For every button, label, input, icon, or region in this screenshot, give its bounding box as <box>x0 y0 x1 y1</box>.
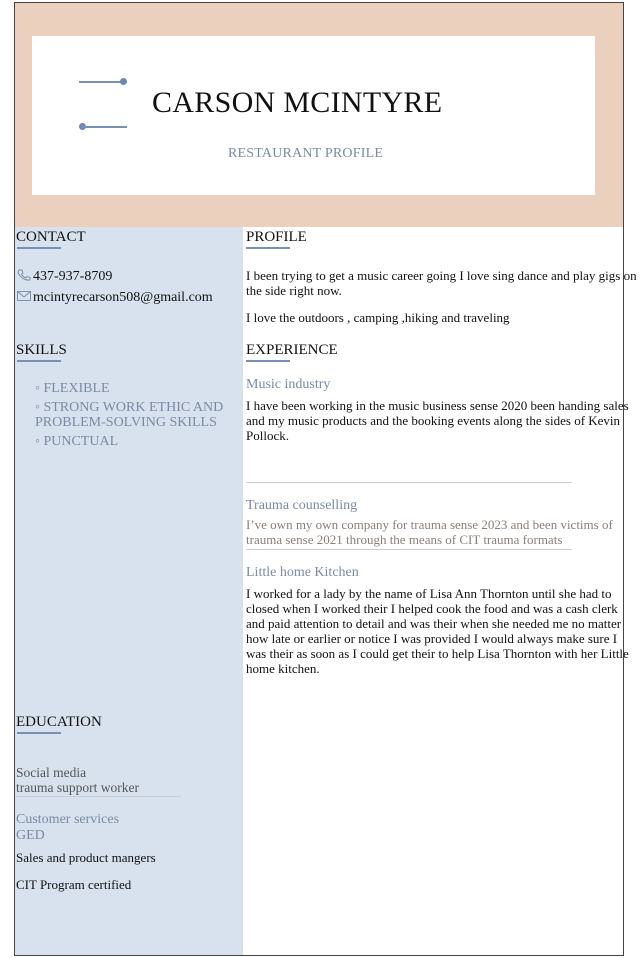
job-description: closed when I worked their I helped cook the food and was a cash clerk <box>246 601 618 616</box>
education-line: trauma support worker <box>16 780 139 795</box>
decor-line-bottom <box>82 126 127 128</box>
profile-underline <box>246 247 290 249</box>
person-name: CARSON MCINTYRE <box>152 86 443 119</box>
phone-row <box>17 269 112 284</box>
job-divider <box>246 482 572 483</box>
skill-item: PROBLEM-SOLVING SKILLS <box>35 415 217 430</box>
education-line: Social media <box>16 765 87 780</box>
contact-underline <box>17 247 61 249</box>
job-description: Pollock. <box>246 428 289 443</box>
skill-item: ◦ STRONG WORK ETHIC AND <box>35 400 224 415</box>
envelope-icon <box>17 290 31 302</box>
email-address[interactable]: mcintyrecarson508@gmail.com <box>33 290 213 305</box>
sidebar <box>15 227 243 955</box>
job-description: and paid attention to detail and was their when she needed me no matter <box>246 616 622 631</box>
header-band <box>15 3 623 227</box>
skill-item: ◦ PUNCTUAL <box>35 434 119 449</box>
job-description: home kitchen. <box>246 661 320 676</box>
decor-dot-top <box>120 78 127 85</box>
job-title: Music industry <box>246 377 331 392</box>
education-line: Customer services <box>16 812 120 827</box>
decor-line-top <box>79 81 121 83</box>
education-line: CIT Program certified <box>16 877 132 892</box>
skill-item: ◦ FLEXIBLE <box>35 381 110 396</box>
experience-underline <box>246 360 290 362</box>
contact-heading: CONTACT <box>16 229 86 245</box>
experience-heading: EXPERIENCE <box>246 342 338 358</box>
job-description: I’ve own my own company for trauma sense 2023 and been victims of <box>246 517 613 532</box>
job-description: how late or earlier or notice I was provided I would always make sure I <box>246 631 618 646</box>
job-description: I worked for a lady by the name of Lisa Ann Thornton until she had to <box>246 586 612 601</box>
education-underline <box>17 732 61 734</box>
job-title: Little home Kitchen <box>246 565 359 580</box>
job-divider <box>246 549 572 550</box>
education-line: Sales and product mangers <box>16 850 156 865</box>
resume-page <box>14 2 637 956</box>
skills-heading: SKILLS <box>16 342 67 358</box>
profile-text: I been trying to get a music career going I love sing dance and play gigs on <box>246 268 637 283</box>
email-row <box>17 290 213 305</box>
job-description: I have been working in the music business sense 2020 been handing sales <box>246 398 629 413</box>
job-description: was their as soon as I could get their to help Lisa Thornton with her Little <box>246 646 629 661</box>
education-heading: EDUCATION <box>16 714 102 730</box>
skills-underline <box>17 360 61 362</box>
profile-text: I love the outdoors , camping ,hiking and traveling <box>246 310 510 325</box>
job-description: trauma sense 2021 through the means of CIT trauma formats <box>246 532 563 547</box>
profile-heading: PROFILE <box>246 229 307 245</box>
education-divider <box>16 796 181 797</box>
phone-icon <box>17 269 31 281</box>
resume-subtitle: RESTAURANT PROFILE <box>228 146 384 161</box>
job-title: Trauma counselling <box>246 498 358 513</box>
profile-text: the side right now. <box>246 283 342 298</box>
header-box <box>32 36 595 195</box>
phone-number[interactable]: 437-937-8709 <box>33 269 113 284</box>
education-line: GED <box>16 828 45 843</box>
job-description: and my music products and the booking events along the sides of Kevin <box>246 413 621 428</box>
